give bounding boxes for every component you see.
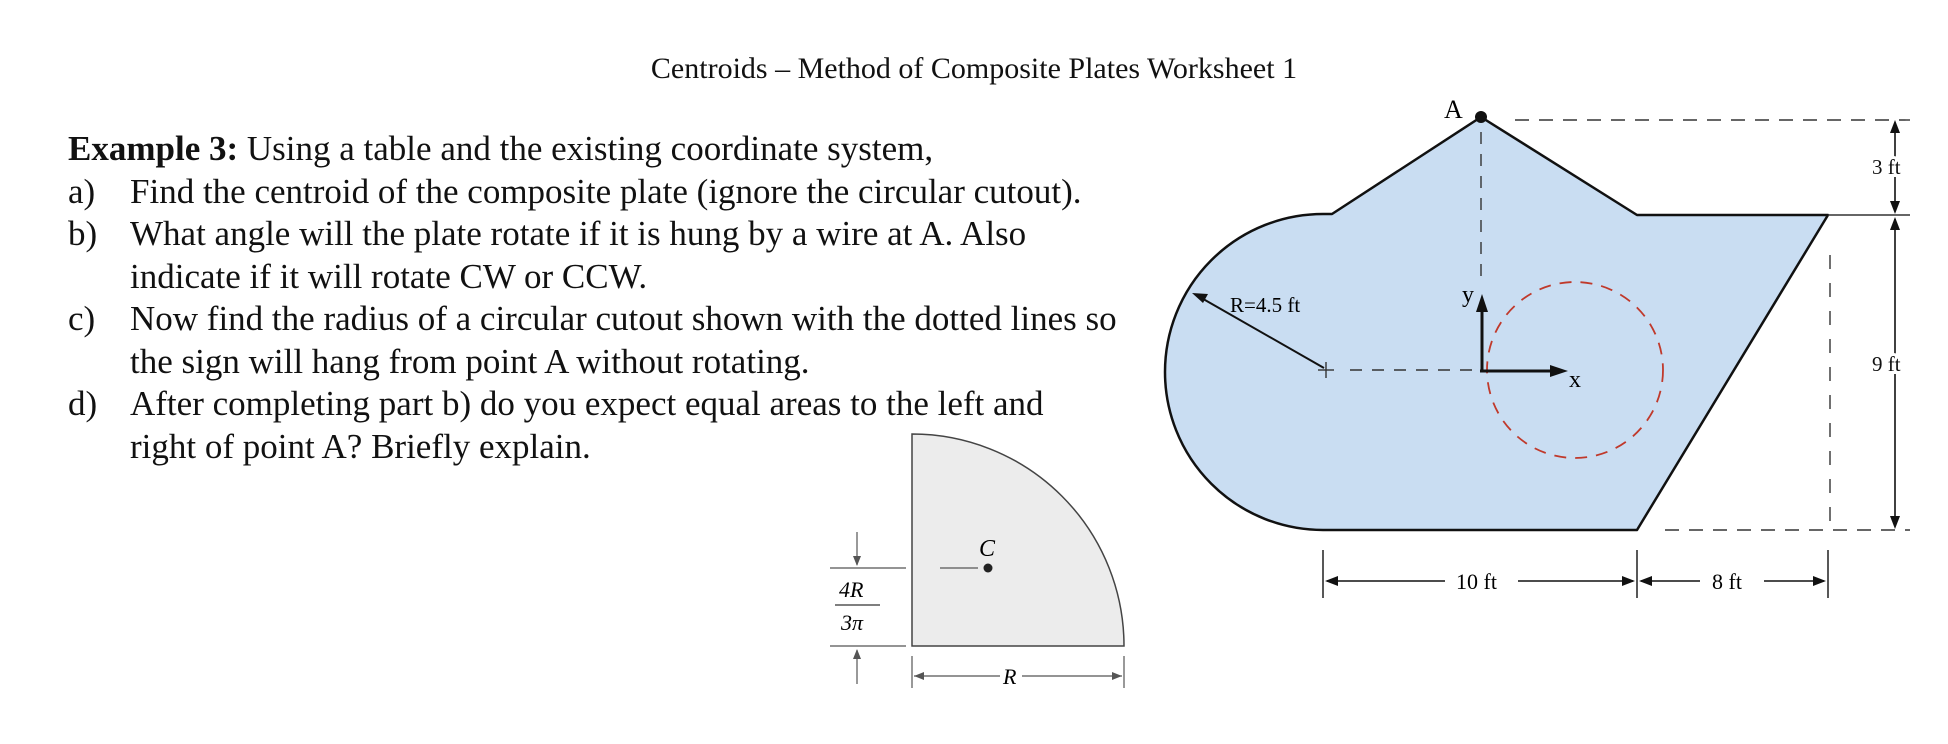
part-text: Now find the radius of a circular cutout shown with the dotted lines so the sign will hang from point A without rotating. xyxy=(130,299,1117,381)
dim-8ft-arrow-right xyxy=(1813,576,1826,586)
dim-10ft-arrow-right xyxy=(1622,576,1635,586)
dim-label-9ft: 9 ft xyxy=(1872,352,1901,376)
point-a-dot xyxy=(1475,111,1487,123)
dim-9ft-arrow-bottom xyxy=(1890,516,1900,529)
offset-denominator: 3π xyxy=(841,610,864,635)
quarter-circle-figure xyxy=(820,420,1140,700)
dim-3ft-arrow-top xyxy=(1890,120,1900,133)
offset-numerator: 4R xyxy=(839,577,864,602)
intro-text: Using a table and the existing coordinate system, xyxy=(246,129,934,168)
part-label: d) xyxy=(68,384,98,423)
x-axis-label: x xyxy=(1569,367,1581,393)
dim-label-10ft: 10 ft xyxy=(1456,569,1497,594)
centroid-dot xyxy=(984,564,993,573)
dim-label-3ft: 3 ft xyxy=(1872,155,1901,179)
dim-8ft-arrow-left xyxy=(1639,576,1652,586)
y-axis-label: y xyxy=(1462,282,1474,308)
part-text: What angle will the plate rotate if it is hung by a wire at A. Also indicate if it will rotate CW or CCW. xyxy=(130,214,1027,296)
point-a-label: A xyxy=(1444,95,1463,124)
offset-arrowhead-top xyxy=(853,556,861,566)
radius-arrowhead-left xyxy=(914,672,924,680)
part-text: After completing part b) do you expect equal areas to the left and right of point A? Briefly explain. xyxy=(130,384,1044,466)
radius-label: R=4.5 ft xyxy=(1230,293,1301,317)
part-c xyxy=(68,298,1148,383)
part-b xyxy=(68,213,1148,298)
dim-9ft-arrow-top xyxy=(1890,217,1900,230)
problem-statement xyxy=(68,128,1148,468)
composite-plate xyxy=(1165,117,1828,530)
part-label: b) xyxy=(68,214,98,253)
part-text: Find the centroid of the composite plate (ignore the circular cutout). xyxy=(130,171,1082,211)
example-heading: Example 3: xyxy=(68,129,239,168)
offset-arrowhead-bottom xyxy=(853,649,861,659)
part-label: a) xyxy=(68,171,96,211)
dim-10ft-arrow-left xyxy=(1325,576,1338,586)
dim-label-8ft: 8 ft xyxy=(1712,569,1742,594)
page-title: Centroids – Method of Composite Plates Worksheet 1 xyxy=(650,52,1298,85)
part-a xyxy=(68,171,1148,214)
quarter-circle-shape xyxy=(912,434,1124,646)
centroid-label: C xyxy=(979,536,996,562)
composite-plate-figure xyxy=(1160,80,1920,610)
dim-3ft-arrow-bottom xyxy=(1890,201,1900,214)
problem-intro xyxy=(68,128,1148,171)
part-label: c) xyxy=(68,299,96,338)
radius-label: R xyxy=(1003,664,1017,689)
radius-arrowhead-right xyxy=(1112,672,1122,680)
